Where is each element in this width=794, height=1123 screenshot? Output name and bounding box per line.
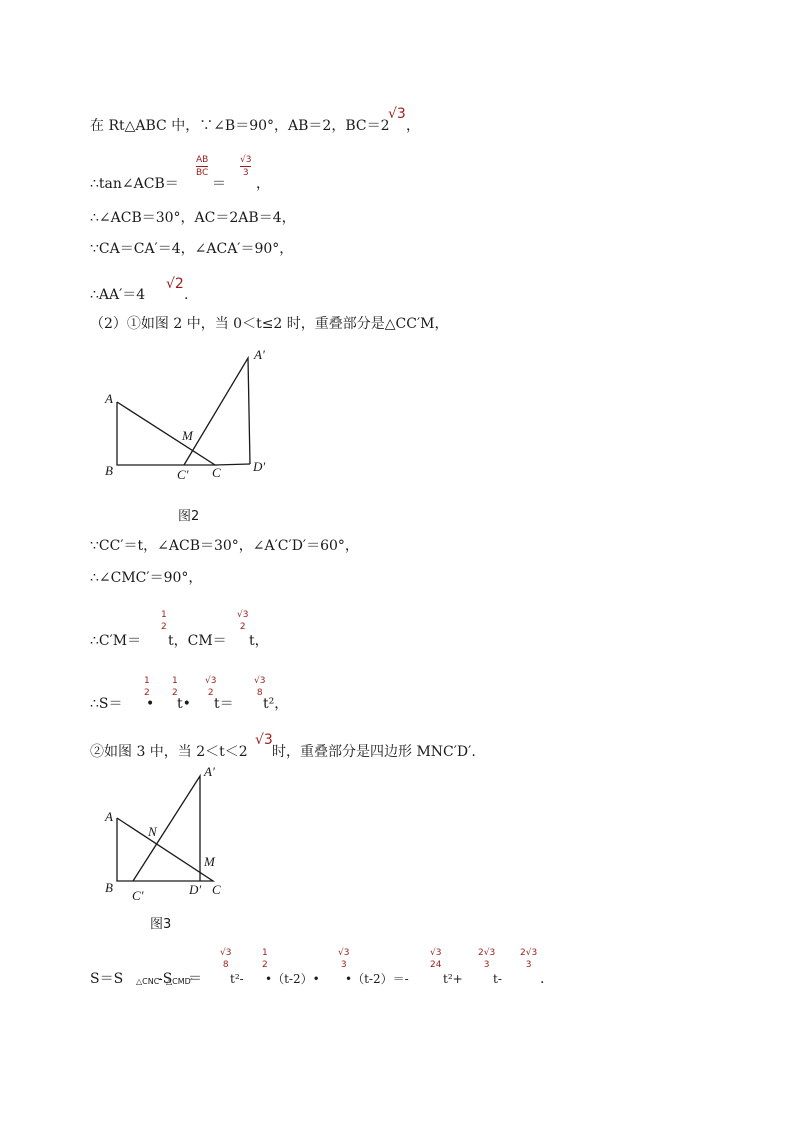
label-m: M (204, 854, 215, 869)
subscript-cmd: △CMD′ (166, 977, 193, 986)
numerator: AB (196, 155, 209, 165)
label-c: C (212, 882, 221, 897)
fraction-sqrt3-3 (338, 948, 349, 970)
denominator: 24 (430, 960, 442, 970)
denominator: 8 (222, 960, 229, 970)
solution-line-9-b: t，CM＝ (168, 633, 227, 649)
radical-sqrt3: √3 (255, 732, 273, 748)
label-a: A (105, 391, 113, 406)
numerator: √3 (205, 676, 217, 686)
numerator: 2√3 (478, 948, 496, 958)
label-a: A (105, 809, 113, 824)
equals: ＝ (212, 176, 226, 192)
line-tail: ， (256, 176, 270, 192)
term-5: t- (493, 972, 502, 986)
denominator: BC (196, 168, 209, 178)
solution-line-10-b: t• (177, 696, 191, 712)
triangle-a1c1d1 (184, 358, 250, 465)
fraction-bar (240, 166, 251, 167)
line-text: ∴AA′＝4 (90, 287, 146, 303)
numerator: √3 (220, 948, 232, 958)
dot: • (146, 696, 155, 712)
denominator: 2 (239, 622, 246, 632)
label-c: C (212, 465, 221, 480)
denominator: 2 (172, 688, 178, 698)
line-tail: . (184, 287, 189, 303)
numerator: √3 (338, 948, 350, 958)
denominator: 2 (161, 622, 167, 632)
solution-line-7: ∵CC′＝t，∠ACB＝30°，∠A′C′D′＝60°， (90, 538, 359, 554)
solution-line-10-d: t²， (263, 696, 289, 712)
label-m: M (182, 428, 193, 443)
figure-2-caption: 图2 (178, 509, 200, 524)
solution-line-10-c: t＝ (214, 696, 234, 712)
label-b: B (105, 880, 113, 895)
solution-line-3: ∴∠ACB＝30°，AC＝2AB＝4， (90, 210, 296, 226)
line-tail: ， (406, 118, 420, 134)
solution-line-6: （2）①如图 2 中，当 0＜t≤2 时，重叠部分是△CC′M， (90, 316, 449, 332)
solution-line-11-tail: 时，重叠部分是四边形 MNC′D′. (272, 744, 476, 760)
fraction-ab-bc (196, 155, 208, 178)
denominator: 2 (144, 688, 150, 698)
label-a-prime: A′ (254, 347, 265, 362)
label-b: B (105, 463, 113, 478)
fraction-1-2 (161, 610, 167, 632)
denominator: 2 (262, 960, 268, 970)
figure-3-diagram (100, 760, 240, 910)
solution-line-4: ∵CA＝CA′＝4，∠ACA′＝90°， (90, 241, 294, 257)
numerator: 1 (161, 610, 167, 620)
figure-3-caption: 图3 (150, 917, 172, 932)
equals: ＝ (188, 971, 202, 987)
label-n: N (148, 824, 157, 839)
solution-line-9-a: ∴C′M＝ (90, 633, 142, 649)
solution-line-1 (90, 117, 390, 135)
term-2: •（t-2）• (265, 972, 320, 986)
label-c-prime: C′ (132, 888, 144, 903)
numerator: √3 (254, 676, 266, 686)
term-4: t²+ (443, 972, 463, 986)
fraction-1-2 (262, 948, 268, 970)
term-end: . (540, 971, 545, 987)
radical-sqrt2: √2 (166, 276, 184, 292)
numerator: 1 (144, 676, 150, 686)
line-text: ∴tan∠ACB＝ (90, 176, 179, 192)
solution-line-10-a: ∴S＝ (90, 696, 123, 712)
numerator: √3 (237, 610, 249, 620)
solution-line-11: ②如图 3 中，当 2＜t＜2 (90, 744, 248, 760)
solution-line-12-a: S＝S (90, 971, 124, 987)
numerator: 2√3 (520, 948, 538, 958)
term-3: •（t-2）＝- (345, 972, 409, 986)
denominator: 3 (340, 960, 347, 970)
solution-line-2 (90, 175, 179, 193)
fraction-sqrt3-3 (240, 155, 251, 178)
denominator: 3 (483, 960, 490, 970)
fraction-2sqrt3-3 (520, 948, 537, 970)
denominator: 3 (525, 960, 532, 970)
line-text: 在 Rt△ABC 中，∵∠B＝90°，AB＝2，BC＝2 (90, 118, 390, 134)
term-1: t²- (230, 972, 244, 986)
radical-sqrt3: √3 (388, 106, 406, 122)
dash: -S (158, 971, 173, 987)
label-a-prime: A′ (204, 764, 215, 779)
solution-line-5 (90, 286, 145, 304)
solution-line-8: ∴∠CMC′＝90°， (90, 570, 203, 586)
fraction-sqrt3-24 (430, 948, 441, 970)
numerator: 1 (172, 676, 178, 686)
triangle-abc (117, 818, 213, 881)
fraction-bar (196, 166, 208, 167)
subscript-cnc: △CNC′ (136, 977, 162, 986)
label-d-prime: D′ (189, 882, 202, 897)
fraction-sqrt3-2 (237, 610, 248, 632)
fraction-sqrt3-8 (220, 948, 231, 970)
denominator: 8 (256, 688, 263, 698)
denominator: 3 (242, 168, 249, 178)
denominator: 2 (207, 688, 214, 698)
triangle-abc (117, 402, 215, 465)
label-c-prime: C′ (177, 467, 189, 482)
label-d-prime: D′ (253, 459, 266, 474)
numerator: √3 (430, 948, 442, 958)
solution-line-9-c: t， (249, 633, 269, 649)
figure-2-diagram (100, 340, 280, 490)
fraction-2sqrt3-3 (478, 948, 495, 970)
numerator: 1 (262, 948, 268, 958)
numerator: √3 (240, 155, 252, 165)
